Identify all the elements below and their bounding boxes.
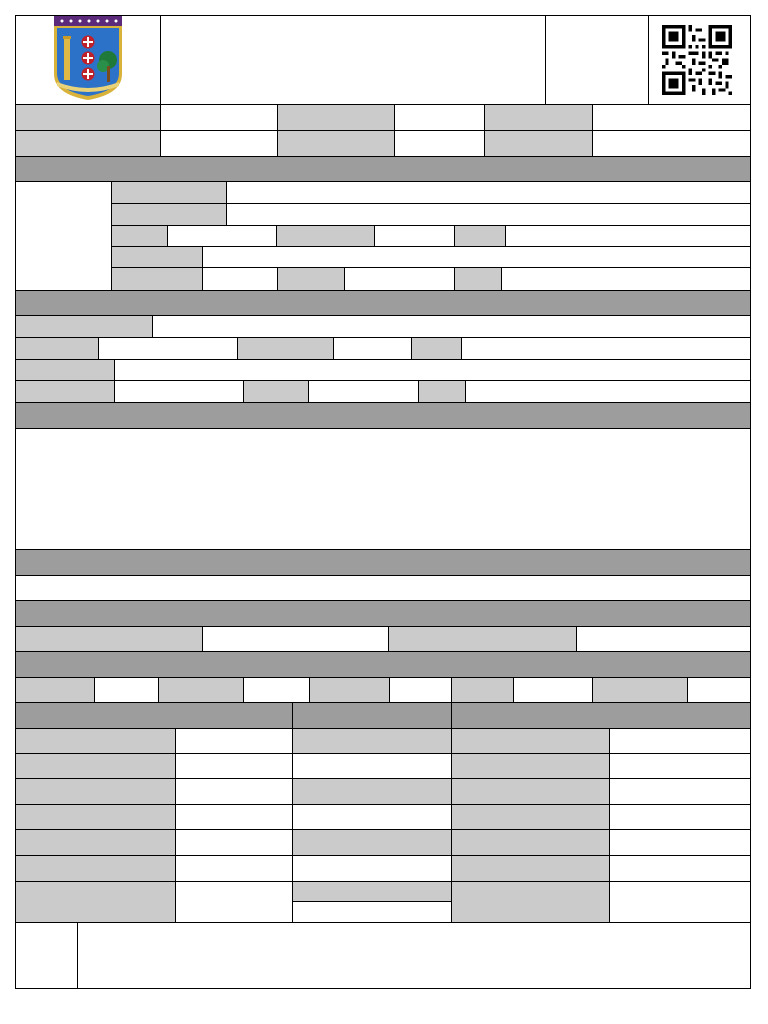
s6-label-2 bbox=[158, 677, 244, 703]
table-left-field-6[interactable] bbox=[175, 855, 293, 882]
table-right-field-2[interactable] bbox=[609, 753, 751, 779]
header-title-cell bbox=[160, 15, 546, 105]
info-label-3 bbox=[484, 104, 593, 131]
section-header-4 bbox=[15, 549, 751, 576]
table-left-label-7 bbox=[15, 881, 176, 923]
table-right-label-5 bbox=[451, 829, 610, 856]
info-label-6 bbox=[484, 130, 593, 157]
table-mid-cell-2[interactable] bbox=[292, 753, 452, 779]
s6-field-5[interactable] bbox=[687, 677, 751, 703]
table-right-field-1[interactable] bbox=[609, 728, 751, 754]
table-right-label-4 bbox=[451, 804, 610, 830]
info-label-5 bbox=[277, 130, 395, 157]
s1-label-5 bbox=[454, 225, 506, 247]
s1-field-6[interactable] bbox=[202, 246, 751, 268]
s2-field-6[interactable] bbox=[114, 380, 244, 403]
s2-field-5[interactable] bbox=[114, 359, 751, 381]
table-left-label-6 bbox=[15, 855, 176, 882]
s6-field-4[interactable] bbox=[513, 677, 593, 703]
table-mid-cell-5 bbox=[292, 829, 452, 856]
s1-label-4 bbox=[276, 225, 375, 247]
s5-label-1 bbox=[15, 626, 203, 652]
section-1-side-cell bbox=[15, 181, 112, 291]
header-code-cell bbox=[545, 15, 649, 105]
s1-label-6 bbox=[111, 246, 203, 268]
s2-label-7 bbox=[243, 380, 309, 403]
table-left-field-4[interactable] bbox=[175, 804, 293, 830]
info-label-2 bbox=[277, 104, 395, 131]
s1-field-8[interactable] bbox=[344, 267, 455, 291]
s2-label-2 bbox=[15, 337, 99, 360]
s1-label-9 bbox=[454, 267, 502, 291]
s6-label-1 bbox=[15, 677, 95, 703]
table-right-label-1 bbox=[451, 728, 610, 754]
s5-field-1[interactable] bbox=[202, 626, 389, 652]
s1-label-8 bbox=[277, 267, 345, 291]
table-left-label-4 bbox=[15, 804, 176, 830]
table-mid-cell-3 bbox=[292, 778, 452, 805]
s1-label-1 bbox=[111, 181, 227, 204]
s2-field-8[interactable] bbox=[465, 380, 751, 403]
s6-field-2[interactable] bbox=[243, 677, 310, 703]
s6-label-5 bbox=[592, 677, 688, 703]
info-field-1[interactable] bbox=[160, 104, 278, 131]
table-header-col-3 bbox=[451, 702, 751, 729]
s1-field-7[interactable] bbox=[202, 267, 278, 291]
s2-label-8 bbox=[418, 380, 466, 403]
info-label-4 bbox=[15, 130, 161, 157]
table-right-field-3[interactable] bbox=[609, 778, 751, 805]
s1-field-2[interactable] bbox=[226, 203, 751, 226]
s2-field-4[interactable] bbox=[461, 337, 751, 360]
table-header-col-1 bbox=[15, 702, 293, 729]
table-mid-cell-7 bbox=[292, 881, 452, 902]
s5-field-2[interactable] bbox=[576, 626, 751, 652]
s2-field-1[interactable] bbox=[152, 315, 751, 338]
s2-field-2[interactable] bbox=[98, 337, 238, 360]
s1-field-5[interactable] bbox=[505, 225, 751, 247]
table-right-label-3 bbox=[451, 778, 610, 805]
s2-label-4 bbox=[411, 337, 462, 360]
table-left-label-1 bbox=[15, 728, 176, 754]
table-mid-cell-6[interactable] bbox=[292, 855, 452, 882]
section-header-3 bbox=[15, 402, 751, 429]
table-right-label-2 bbox=[451, 753, 610, 779]
footer-notes-field[interactable] bbox=[77, 922, 751, 989]
s4-field[interactable] bbox=[15, 575, 751, 601]
table-mid-cell-8[interactable] bbox=[292, 901, 452, 923]
info-field-4[interactable] bbox=[160, 130, 278, 157]
section-header-1 bbox=[15, 156, 751, 182]
table-right-label-7 bbox=[451, 881, 610, 923]
section-header-5 bbox=[15, 600, 751, 627]
s5-label-2 bbox=[388, 626, 577, 652]
s3-text-area[interactable] bbox=[15, 428, 751, 550]
s6-label-3 bbox=[309, 677, 390, 703]
s6-field-3[interactable] bbox=[389, 677, 452, 703]
table-left-label-5 bbox=[15, 829, 176, 856]
s2-label-1 bbox=[15, 315, 153, 338]
s2-field-7[interactable] bbox=[308, 380, 419, 403]
s1-label-7 bbox=[111, 267, 203, 291]
table-right-field-4[interactable] bbox=[609, 804, 751, 830]
table-right-field-6[interactable] bbox=[609, 855, 751, 882]
table-left-field-1[interactable] bbox=[175, 728, 293, 754]
table-mid-cell-4[interactable] bbox=[292, 804, 452, 830]
info-field-2[interactable] bbox=[394, 104, 485, 131]
s1-field-4[interactable] bbox=[374, 225, 455, 247]
table-mid-cell-1 bbox=[292, 728, 452, 754]
table-left-field-5[interactable] bbox=[175, 829, 293, 856]
table-header-col-2 bbox=[292, 702, 452, 729]
s1-field-1[interactable] bbox=[226, 181, 751, 204]
s2-label-3 bbox=[237, 337, 334, 360]
s1-field-3[interactable] bbox=[167, 225, 277, 247]
table-left-field-3[interactable] bbox=[175, 778, 293, 805]
table-right-field-5[interactable] bbox=[609, 829, 751, 856]
info-field-3[interactable] bbox=[592, 104, 751, 131]
table-left-label-3 bbox=[15, 778, 176, 805]
section-header-2 bbox=[15, 290, 751, 316]
qr-code-icon bbox=[662, 25, 732, 95]
s1-field-9[interactable] bbox=[501, 267, 751, 291]
table-left-field-2[interactable] bbox=[175, 753, 293, 779]
s1-label-2 bbox=[111, 203, 227, 226]
s6-field-1[interactable] bbox=[94, 677, 159, 703]
s2-label-6 bbox=[15, 380, 115, 403]
info-field-5[interactable] bbox=[394, 130, 485, 157]
s6-label-4 bbox=[451, 677, 514, 703]
footer-side-cell bbox=[15, 922, 78, 989]
table-left-field-7[interactable] bbox=[175, 881, 293, 923]
s2-label-5 bbox=[15, 359, 115, 381]
coat-of-arms-logo bbox=[50, 16, 126, 102]
table-left-label-2 bbox=[15, 753, 176, 779]
s2-field-3[interactable] bbox=[333, 337, 412, 360]
info-label-1 bbox=[15, 104, 161, 131]
table-right-field-7[interactable] bbox=[609, 881, 751, 923]
s1-label-3 bbox=[111, 225, 168, 247]
section-header-6 bbox=[15, 651, 751, 678]
table-right-label-6 bbox=[451, 855, 610, 882]
info-field-6[interactable] bbox=[592, 130, 751, 157]
